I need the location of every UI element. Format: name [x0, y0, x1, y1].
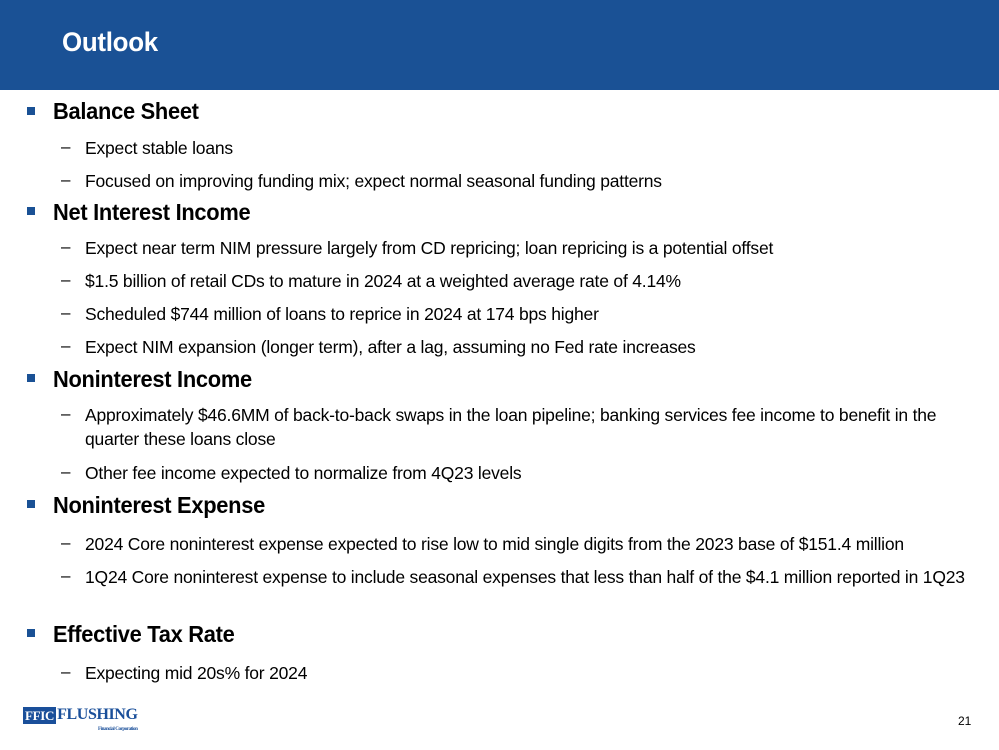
dash-icon: – [61, 404, 71, 423]
list-item: Expecting mid 20s% for 2024 [85, 663, 308, 683]
list-item: Expect stable loans [85, 138, 233, 158]
dash-icon: – [61, 336, 71, 355]
slide-title: Outlook [62, 27, 158, 57]
section-bullet-icon [27, 107, 35, 115]
list-item: 1Q24 Core noninterest expense to include seasonal expenses that less than half of the $4.1 million reported in 1Q23 [85, 567, 965, 587]
logo-name: FLUSHING [57, 706, 138, 723]
dash-icon: – [61, 170, 71, 189]
dash-icon: – [61, 137, 71, 156]
list-item: Scheduled $744 million of loans to reprice in 2024 at 174 bps higher [85, 304, 599, 324]
section-heading: Noninterest Expense [53, 492, 265, 518]
dash-icon: – [61, 662, 71, 681]
list-item: Other fee income expected to normalize from 4Q23 levels [85, 463, 522, 483]
section-heading: Noninterest Income [53, 366, 252, 392]
section-bullet-icon [27, 629, 35, 637]
dash-icon: – [61, 237, 71, 256]
page-number: 21 [958, 714, 972, 728]
dash-icon: – [61, 462, 71, 481]
list-item: $1.5 billion of retail CDs to mature in 2024 at a weighted average rate of 4.14% [85, 271, 681, 291]
list-item: Expect near term NIM pressure largely from CD repricing; loan repricing is a potential offset [85, 238, 774, 258]
section-bullet-icon [27, 374, 35, 382]
logo-wordmark [57, 706, 138, 732]
dash-icon: – [61, 533, 71, 552]
section-heading: Effective Tax Rate [53, 621, 235, 647]
list-item: Expect NIM expansion (longer term), after a lag, assuming no Fed rate increases [85, 337, 696, 357]
list-item: Approximately $46.6MM of back-to-back swaps in the loan pipeline; banking services fee income to benefit in the quarter these loans close [85, 405, 937, 449]
section-heading: Balance Sheet [53, 98, 199, 124]
company-logo [23, 706, 138, 732]
dash-icon: – [61, 303, 71, 322]
logo-subtitle: Financial Corporation [97, 727, 138, 732]
section-bullet-icon [27, 207, 35, 215]
list-item: Focused on improving funding mix; expect normal seasonal funding patterns [85, 171, 662, 191]
section-heading: Net Interest Income [53, 199, 251, 225]
dash-icon: – [61, 270, 71, 289]
section-bullet-icon [27, 500, 35, 508]
list-item: 2024 Core noninterest expense expected to rise low to mid single digits from the 2023 base of $151.4 million [85, 534, 904, 554]
dash-icon: – [61, 566, 71, 585]
logo-ticker-box: FFIC [25, 708, 55, 723]
